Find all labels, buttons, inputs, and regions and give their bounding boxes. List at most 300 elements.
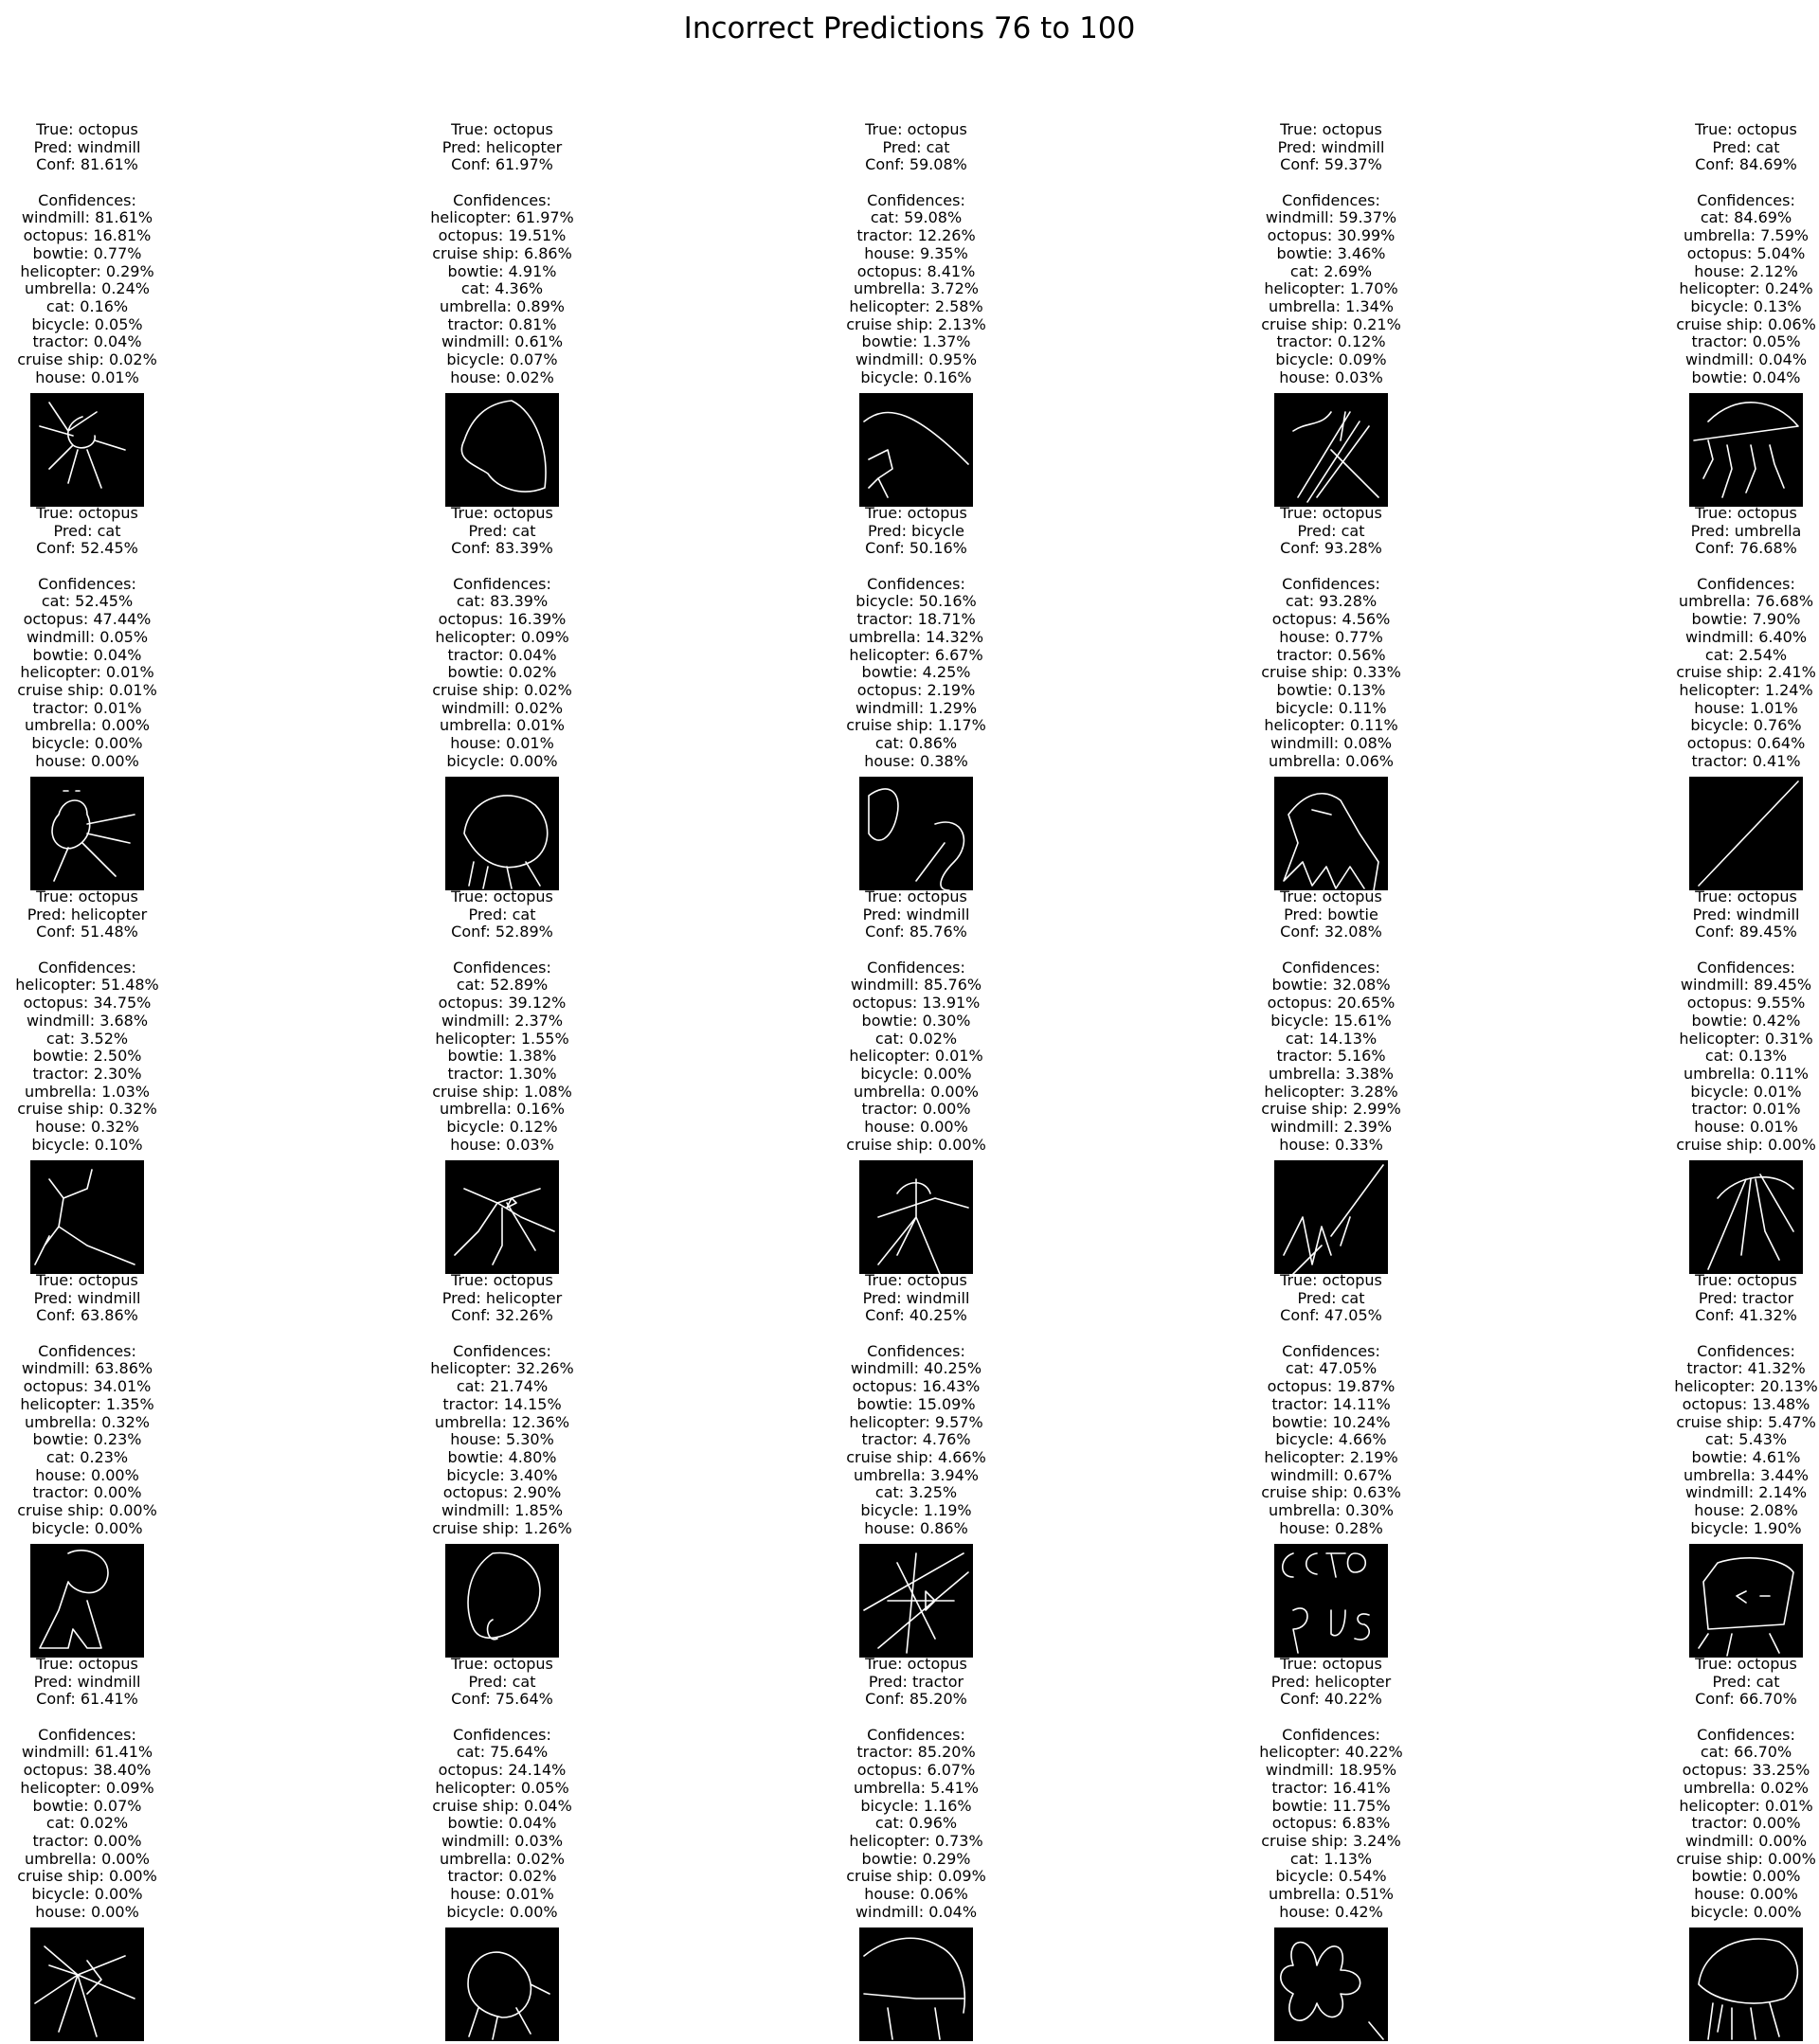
confidence-entry: octopus: 19.87% — [1267, 1377, 1396, 1396]
confidence-entry: bicycle: 0.07% — [446, 350, 558, 368]
confidence-entry: octopus: 5.04% — [1686, 243, 1806, 262]
confidence-entry: windmill: 0.05% — [26, 627, 149, 646]
confidence-entry: cruise ship: 0.63% — [1261, 1483, 1401, 1502]
confidence-entry: bicycle: 3.40% — [446, 1465, 558, 1484]
confidence-entry: helicopter: 9.57% — [849, 1412, 983, 1431]
confidences-heading: Confidences: — [453, 190, 551, 209]
pred-label: Pred: cat — [1297, 521, 1365, 540]
confidence-entry: umbrella: 76.68% — [1678, 592, 1814, 611]
prediction-caption — [1170, 1656, 1492, 1921]
pred-label: Pred: bowtie — [1284, 905, 1378, 923]
conf-label: Conf: 52.89% — [451, 923, 553, 941]
confidence-entry: windmill: 2.14% — [1684, 1483, 1808, 1502]
conf-label: Conf: 76.68% — [1695, 539, 1797, 558]
confidence-entry: umbrella: 3.72% — [854, 279, 979, 298]
true-label: True: octopus — [451, 888, 553, 905]
confidence-entry: bicycle: 0.11% — [1275, 698, 1387, 717]
confidence-entry: windmill: 0.67% — [1270, 1465, 1393, 1484]
confidence-entry: tractor: 14.15% — [442, 1394, 562, 1413]
confidence-entry: helicopter: 0.01% — [849, 1047, 983, 1066]
confidence-entry: house: 0.01% — [35, 368, 139, 386]
confidence-entry: house: 0.38% — [864, 751, 968, 770]
confidence-entry: house: 0.01% — [450, 733, 554, 752]
confidence-entry: house: 0.01% — [450, 1884, 554, 1903]
conf-label: Conf: 47.05% — [1280, 1306, 1382, 1325]
confidence-entry: bicycle: 0.00% — [31, 1884, 143, 1903]
prediction-caption — [1585, 1656, 1819, 1921]
conf-label: Conf: 85.76% — [865, 923, 967, 941]
confidence-entry: windmill: 0.04% — [855, 1902, 978, 1921]
confidence-entry: bicycle: 0.16% — [860, 368, 972, 386]
confidence-entry: tractor: 12.26% — [856, 226, 976, 245]
confidence-entry: cruise ship: 1.08% — [432, 1082, 572, 1101]
confidence-entry: house: 0.00% — [35, 751, 139, 770]
confidence-entry: windmill: 63.86% — [21, 1359, 153, 1378]
confidence-entry: windmill: 0.95% — [855, 350, 978, 368]
pred-label: Pred: helicopter — [27, 905, 148, 923]
confidence-entry: bicycle: 0.00% — [446, 751, 558, 770]
pred-label: Pred: cat — [468, 521, 536, 540]
true-label: True: octopus — [36, 120, 138, 138]
confidence-entry: bicycle: 0.76% — [1690, 716, 1802, 735]
prediction-caption — [341, 505, 663, 770]
confidence-entry: umbrella: 12.36% — [434, 1412, 570, 1431]
confidence-entry: tractor: 41.32% — [1686, 1359, 1806, 1378]
confidence-entry: tractor: 4.76% — [861, 1430, 971, 1449]
true-label: True: octopus — [1695, 888, 1797, 905]
confidence-entry: bowtie: 0.30% — [861, 1011, 971, 1030]
true-label: True: octopus — [1280, 504, 1382, 522]
confidence-entry: house: 1.01% — [1694, 698, 1798, 717]
confidence-entry: bowtie: 0.23% — [32, 1430, 142, 1449]
confidence-entry: tractor: 5.16% — [1276, 1047, 1386, 1066]
confidence-entry: umbrella: 3.44% — [1684, 1465, 1809, 1484]
confidence-entry: umbrella: 0.89% — [440, 296, 565, 315]
sketch-image — [1689, 1544, 1803, 1658]
sketch-image — [859, 393, 973, 507]
confidence-entry: bicycle: 0.12% — [446, 1117, 558, 1136]
confidence-entry: umbrella: 0.32% — [25, 1412, 150, 1431]
confidence-entry: octopus: 38.40% — [23, 1761, 152, 1780]
confidence-entry: bicycle: 0.00% — [31, 1518, 143, 1537]
prediction-caption — [755, 121, 1077, 386]
confidence-entry: umbrella: 1.34% — [1269, 296, 1394, 315]
confidence-entry: windmill: 3.68% — [26, 1011, 149, 1030]
confidences-heading: Confidences: — [1697, 1341, 1795, 1360]
confidences-heading: Confidences: — [38, 190, 136, 209]
confidence-entry: windmill: 0.00% — [1684, 1831, 1808, 1850]
confidence-entry: umbrella: 0.06% — [1269, 751, 1394, 770]
conf-label: Conf: 32.08% — [1280, 923, 1382, 941]
pred-label: Pred: windmill — [1692, 905, 1800, 923]
pred-label: Pred: tractor — [1698, 1288, 1794, 1307]
confidence-entry: windmill: 0.61% — [441, 332, 564, 351]
true-label: True: octopus — [865, 120, 967, 138]
confidence-entry: umbrella: 0.00% — [25, 1849, 150, 1868]
confidences-heading: Confidences: — [1282, 190, 1380, 209]
confidence-entry: cat: 0.23% — [45, 1447, 129, 1466]
confidence-entry: tractor: 0.00% — [1691, 1814, 1801, 1833]
confidence-entry: cruise ship: 0.01% — [17, 680, 157, 699]
confidences-heading: Confidences: — [1282, 958, 1380, 977]
confidence-entry: umbrella: 1.03% — [25, 1082, 150, 1101]
confidence-entry: octopus: 2.90% — [442, 1483, 562, 1502]
confidence-entry: octopus: 2.19% — [856, 680, 976, 699]
confidence-entry: helicopter: 1.55% — [435, 1029, 569, 1048]
confidence-entry: house: 0.77% — [1279, 627, 1383, 646]
confidence-entry: bicycle: 0.54% — [1275, 1867, 1387, 1886]
confidences-heading: Confidences: — [38, 1725, 136, 1744]
confidences-heading: Confidences: — [1697, 574, 1795, 593]
confidence-entry: cruise ship: 2.13% — [846, 314, 986, 333]
confidence-entry: tractor: 2.30% — [32, 1064, 142, 1083]
confidence-entry: bicycle: 0.13% — [1690, 296, 1802, 315]
confidence-entry: bowtie: 0.04% — [1691, 368, 1801, 386]
confidence-entry: cruise ship: 3.24% — [1261, 1831, 1401, 1850]
confidence-entry: tractor: 0.81% — [447, 314, 557, 333]
true-label: True: octopus — [1280, 1271, 1382, 1289]
conf-label: Conf: 51.48% — [36, 923, 138, 941]
confidence-entry: tractor: 18.71% — [856, 610, 976, 629]
conf-label: Conf: 66.70% — [1695, 1690, 1797, 1709]
confidence-entry: cat: 52.45% — [41, 592, 134, 611]
confidence-entry: windmill: 59.37% — [1265, 208, 1397, 227]
confidence-entry: tractor: 0.00% — [861, 1100, 971, 1119]
confidence-entry: cat: 66.70% — [1700, 1743, 1792, 1762]
pred-label: Pred: cat — [882, 137, 950, 156]
confidence-entry: helicopter: 0.05% — [435, 1778, 569, 1797]
true-label: True: octopus — [1280, 888, 1382, 905]
confidence-entry: bowtie: 11.75% — [1271, 1796, 1391, 1815]
confidence-entry: tractor: 0.05% — [1691, 332, 1801, 351]
true-label: True: octopus — [865, 1271, 967, 1289]
sketch-image — [30, 1160, 144, 1274]
pred-label: Pred: umbrella — [1690, 521, 1802, 540]
confidence-entry: windmill: 1.85% — [441, 1500, 564, 1519]
confidence-entry: bowtie: 0.42% — [1691, 1011, 1801, 1030]
confidence-entry: cruise ship: 4.66% — [846, 1447, 986, 1466]
confidence-entry: helicopter: 0.31% — [1679, 1029, 1813, 1048]
confidence-entry: cat: 4.36% — [460, 279, 544, 298]
prediction-caption — [1585, 888, 1819, 1154]
confidences-heading: Confidences: — [453, 574, 551, 593]
confidence-entry: bowtie: 4.80% — [447, 1447, 557, 1466]
confidence-entry: cruise ship: 0.02% — [432, 680, 572, 699]
prediction-caption — [1585, 121, 1819, 386]
confidence-entry: umbrella: 14.32% — [848, 627, 984, 646]
confidence-entry: helicopter: 0.29% — [20, 261, 154, 280]
confidence-entry: bicycle: 0.05% — [31, 314, 143, 333]
conf-label: Conf: 59.08% — [865, 155, 967, 174]
confidence-entry: cruise ship: 1.17% — [846, 716, 986, 735]
conf-label: Conf: 32.26% — [451, 1306, 553, 1325]
conf-label: Conf: 85.20% — [865, 1690, 967, 1709]
prediction-caption — [0, 505, 248, 770]
confidence-entry: helicopter: 20.13% — [1674, 1377, 1818, 1396]
pred-label: Pred: helicopter — [441, 1288, 563, 1307]
confidence-entry: helicopter: 2.58% — [849, 296, 983, 315]
pred-label: Pred: windmill — [1277, 137, 1385, 156]
confidence-entry: octopus: 24.14% — [438, 1761, 567, 1780]
confidence-entry: house: 9.35% — [864, 243, 968, 262]
confidence-entry: cruise ship: 5.47% — [1676, 1412, 1816, 1431]
confidences-heading: Confidences: — [38, 574, 136, 593]
confidence-entry: house: 0.00% — [864, 1117, 968, 1136]
confidence-entry: bicycle: 50.16% — [855, 592, 977, 611]
confidence-entry: umbrella: 0.00% — [25, 716, 150, 735]
true-label: True: octopus — [1695, 1655, 1797, 1673]
pred-label: Pred: windmill — [862, 1288, 970, 1307]
confidence-entry: house: 0.03% — [1279, 368, 1383, 386]
prediction-caption — [1170, 1272, 1492, 1537]
confidence-entry: house: 0.02% — [450, 368, 554, 386]
confidence-entry: bowtie: 0.04% — [447, 1814, 557, 1833]
confidence-entry: cruise ship: 0.21% — [1261, 314, 1401, 333]
confidence-entry: octopus: 30.99% — [1267, 226, 1396, 245]
confidence-entry: bowtie: 32.08% — [1271, 976, 1391, 995]
confidence-entry: cruise ship: 0.00% — [1676, 1849, 1816, 1868]
true-label: True: octopus — [36, 888, 138, 905]
confidence-entry: helicopter: 2.19% — [1264, 1447, 1398, 1466]
prediction-caption — [1170, 888, 1492, 1154]
sketch-image — [859, 1160, 973, 1274]
confidences-heading: Confidences: — [1697, 1725, 1795, 1744]
confidence-entry: umbrella: 0.24% — [25, 279, 150, 298]
true-label: True: octopus — [36, 504, 138, 522]
confidence-entry: bowtie: 0.13% — [1276, 680, 1386, 699]
pred-label: Pred: cat — [1297, 1288, 1365, 1307]
prediction-caption — [1170, 505, 1492, 770]
confidence-entry: umbrella: 0.51% — [1269, 1884, 1394, 1903]
prediction-caption — [0, 888, 248, 1154]
sketch-image — [1689, 1927, 1803, 2041]
sketch-image — [1689, 393, 1803, 507]
true-label: True: octopus — [36, 1655, 138, 1673]
confidence-entry: helicopter: 40.22% — [1259, 1743, 1403, 1762]
confidence-entry: umbrella: 0.02% — [1684, 1778, 1809, 1797]
confidence-entry: bowtie: 4.61% — [1691, 1447, 1801, 1466]
confidence-entry: windmill: 2.37% — [441, 1011, 564, 1030]
pred-label: Pred: windmill — [862, 905, 970, 923]
conf-label: Conf: 40.22% — [1280, 1690, 1382, 1709]
confidence-entry: cruise ship: 0.06% — [1676, 314, 1816, 333]
confidence-entry: helicopter: 51.48% — [15, 976, 159, 995]
confidence-entry: bowtie: 2.50% — [32, 1047, 142, 1066]
confidences-heading: Confidences: — [867, 1341, 965, 1360]
pred-label: Pred: windmill — [33, 1672, 141, 1691]
confidence-entry: windmill: 89.45% — [1680, 976, 1812, 995]
prediction-caption — [341, 121, 663, 386]
confidence-entry: tractor: 16.41% — [1271, 1778, 1391, 1797]
confidence-entry: helicopter: 0.11% — [1264, 716, 1398, 735]
confidence-entry: octopus: 0.64% — [1686, 733, 1806, 752]
sketch-image — [30, 1927, 144, 2041]
conf-label: Conf: 89.45% — [1695, 923, 1797, 941]
pred-label: Pred: tractor — [868, 1672, 964, 1691]
conf-label: Conf: 52.45% — [36, 539, 138, 558]
confidence-entry: bowtie: 1.37% — [861, 332, 971, 351]
confidence-entry: cat: 3.25% — [874, 1483, 958, 1502]
confidence-entry: house: 0.42% — [1279, 1902, 1383, 1921]
confidence-entry: cat: 52.89% — [456, 976, 549, 995]
confidence-entry: bowtie: 1.38% — [447, 1047, 557, 1066]
confidence-entry: helicopter: 0.24% — [1679, 279, 1813, 298]
prediction-caption — [1170, 121, 1492, 386]
sketch-image — [859, 1544, 973, 1658]
conf-label: Conf: 61.97% — [451, 155, 553, 174]
confidence-entry: octopus: 16.81% — [23, 226, 152, 245]
confidence-entry: tractor: 0.12% — [1276, 332, 1386, 351]
confidences-heading: Confidences: — [867, 190, 965, 209]
conf-label: Conf: 59.37% — [1280, 155, 1382, 174]
confidence-entry: house: 0.32% — [35, 1117, 139, 1136]
confidence-entry: tractor: 0.56% — [1276, 645, 1386, 664]
figure-title: Incorrect Predictions 76 to 100 — [683, 11, 1136, 45]
pred-label: Pred: cat — [53, 521, 121, 540]
sketch-image — [445, 393, 559, 507]
conf-label: Conf: 84.69% — [1695, 155, 1797, 174]
confidence-entry: umbrella: 5.41% — [854, 1778, 979, 1797]
confidence-entry: cat: 2.69% — [1289, 261, 1373, 280]
sketch-image — [445, 777, 559, 890]
confidences-heading: Confidences: — [1697, 190, 1795, 209]
prediction-caption — [1585, 505, 1819, 770]
pred-label: Pred: cat — [1712, 137, 1780, 156]
sketch-image — [1689, 1160, 1803, 1274]
confidence-entry: bowtie: 0.00% — [1691, 1867, 1801, 1886]
true-label: True: octopus — [1280, 1655, 1382, 1673]
confidence-entry: helicopter: 32.26% — [430, 1359, 574, 1378]
confidence-entry: cat: 3.52% — [45, 1029, 129, 1048]
true-label: True: octopus — [1695, 120, 1797, 138]
confidences-heading: Confidences: — [1282, 1341, 1380, 1360]
confidence-entry: tractor: 1.30% — [447, 1064, 557, 1083]
confidence-entry: bowtie: 15.09% — [856, 1394, 976, 1413]
confidences-heading: Confidences: — [453, 1341, 551, 1360]
confidence-entry: cruise ship: 0.00% — [846, 1135, 986, 1154]
confidence-entry: windmill: 0.08% — [1270, 733, 1393, 752]
confidence-entry: helicopter: 6.67% — [849, 645, 983, 664]
confidence-entry: octopus: 39.12% — [438, 994, 567, 1013]
confidence-entry: bicycle: 0.10% — [31, 1135, 143, 1154]
confidence-entry: house: 0.33% — [1279, 1135, 1383, 1154]
confidence-entry: cruise ship: 0.02% — [17, 350, 157, 368]
conf-label: Conf: 50.16% — [865, 539, 967, 558]
confidence-entry: cat: 59.08% — [870, 208, 963, 227]
confidence-entry: house: 0.01% — [1694, 1117, 1798, 1136]
confidence-entry: cat: 84.69% — [1700, 208, 1792, 227]
confidences-heading: Confidences: — [1282, 1725, 1380, 1744]
confidence-entry: helicopter: 0.01% — [1679, 1796, 1813, 1815]
confidence-entry: bowtie: 10.24% — [1271, 1412, 1391, 1431]
confidence-entry: octopus: 34.01% — [23, 1377, 152, 1396]
confidence-entry: octopus: 33.25% — [1682, 1761, 1810, 1780]
confidence-entry: helicopter: 3.28% — [1264, 1082, 1398, 1101]
sketch-image — [445, 1160, 559, 1274]
confidence-entry: octopus: 8.41% — [856, 261, 976, 280]
confidence-entry: tractor: 0.00% — [32, 1831, 142, 1850]
confidence-entry: house: 2.08% — [1694, 1500, 1798, 1519]
confidences-heading: Confidences: — [867, 958, 965, 977]
confidence-entry: bowtie: 0.04% — [32, 645, 142, 664]
confidence-entry: cruise ship: 1.26% — [432, 1518, 572, 1537]
confidence-entry: bowtie: 4.91% — [447, 261, 557, 280]
prediction-caption — [341, 1272, 663, 1537]
confidence-entry: bicycle: 1.19% — [860, 1500, 972, 1519]
true-label: True: octopus — [451, 1271, 553, 1289]
sketch-image — [1274, 1160, 1388, 1274]
confidence-entry: umbrella: 3.38% — [1269, 1064, 1394, 1083]
true-label: True: octopus — [451, 120, 553, 138]
confidence-entry: umbrella: 0.30% — [1269, 1500, 1394, 1519]
confidence-entry: helicopter: 61.97% — [430, 208, 574, 227]
confidence-entry: windmill: 6.40% — [1684, 627, 1808, 646]
confidence-entry: tractor: 0.00% — [32, 1483, 142, 1502]
confidence-entry: umbrella: 0.16% — [440, 1100, 565, 1119]
confidence-entry: cat: 0.86% — [874, 733, 958, 752]
confidence-entry: tractor: 0.04% — [32, 332, 142, 351]
confidence-entry: house: 0.00% — [35, 1902, 139, 1921]
sketch-image — [445, 1927, 559, 2041]
confidence-entry: tractor: 0.01% — [32, 698, 142, 717]
confidences-heading: Confidences: — [1282, 574, 1380, 593]
confidences-heading: Confidences: — [38, 958, 136, 977]
confidence-entry: windmill: 61.41% — [21, 1743, 153, 1762]
confidence-entry: cruise ship: 2.41% — [1676, 663, 1816, 682]
confidence-entry: octopus: 20.65% — [1267, 994, 1396, 1013]
pred-label: Pred: helicopter — [441, 137, 563, 156]
confidence-entry: cat: 0.02% — [874, 1029, 958, 1048]
true-label: True: octopus — [865, 888, 967, 905]
confidence-entry: house: 0.06% — [864, 1884, 968, 1903]
confidence-entry: cat: 2.54% — [1704, 645, 1788, 664]
confidence-entry: helicopter: 1.24% — [1679, 680, 1813, 699]
conf-label: Conf: 81.61% — [36, 155, 138, 174]
confidence-entry: octopus: 13.48% — [1682, 1394, 1810, 1413]
confidence-entry: tractor: 0.04% — [447, 645, 557, 664]
conf-label: Conf: 83.39% — [451, 539, 553, 558]
conf-label: Conf: 63.86% — [36, 1306, 138, 1325]
confidence-entry: bicycle: 0.00% — [860, 1064, 972, 1083]
confidence-entry: octopus: 13.91% — [852, 994, 981, 1013]
conf-label: Conf: 40.25% — [865, 1306, 967, 1325]
confidence-entry: cruise ship: 6.86% — [432, 243, 572, 262]
confidence-entry: cruise ship: 0.00% — [17, 1867, 157, 1886]
confidence-entry: cat: 1.13% — [1289, 1849, 1373, 1868]
pred-label: Pred: bicycle — [867, 521, 965, 540]
confidence-entry: octopus: 6.07% — [856, 1761, 976, 1780]
sketch-image — [1689, 777, 1803, 890]
confidence-entry: windmill: 0.03% — [441, 1831, 564, 1850]
confidence-entry: bowtie: 0.77% — [32, 243, 142, 262]
confidence-entry: bowtie: 7.90% — [1691, 610, 1801, 629]
confidence-entry: cat: 0.02% — [45, 1814, 129, 1833]
confidence-entry: cat: 93.28% — [1285, 592, 1378, 611]
confidence-entry: tractor: 0.01% — [1691, 1100, 1801, 1119]
confidence-entry: tractor: 0.41% — [1691, 751, 1801, 770]
sketch-image — [1274, 777, 1388, 890]
prediction-caption — [755, 1656, 1077, 1921]
confidences-heading: Confidences: — [867, 1725, 965, 1744]
confidences-heading: Confidences: — [38, 1341, 136, 1360]
sketch-image — [445, 1544, 559, 1658]
confidence-entry: tractor: 0.02% — [447, 1867, 557, 1886]
confidence-entry: cruise ship: 0.32% — [17, 1100, 157, 1119]
confidences-heading: Confidences: — [867, 574, 965, 593]
confidence-entry: windmill: 0.02% — [441, 698, 564, 717]
true-label: True: octopus — [1695, 1271, 1797, 1289]
confidence-entry: helicopter: 0.09% — [435, 627, 569, 646]
